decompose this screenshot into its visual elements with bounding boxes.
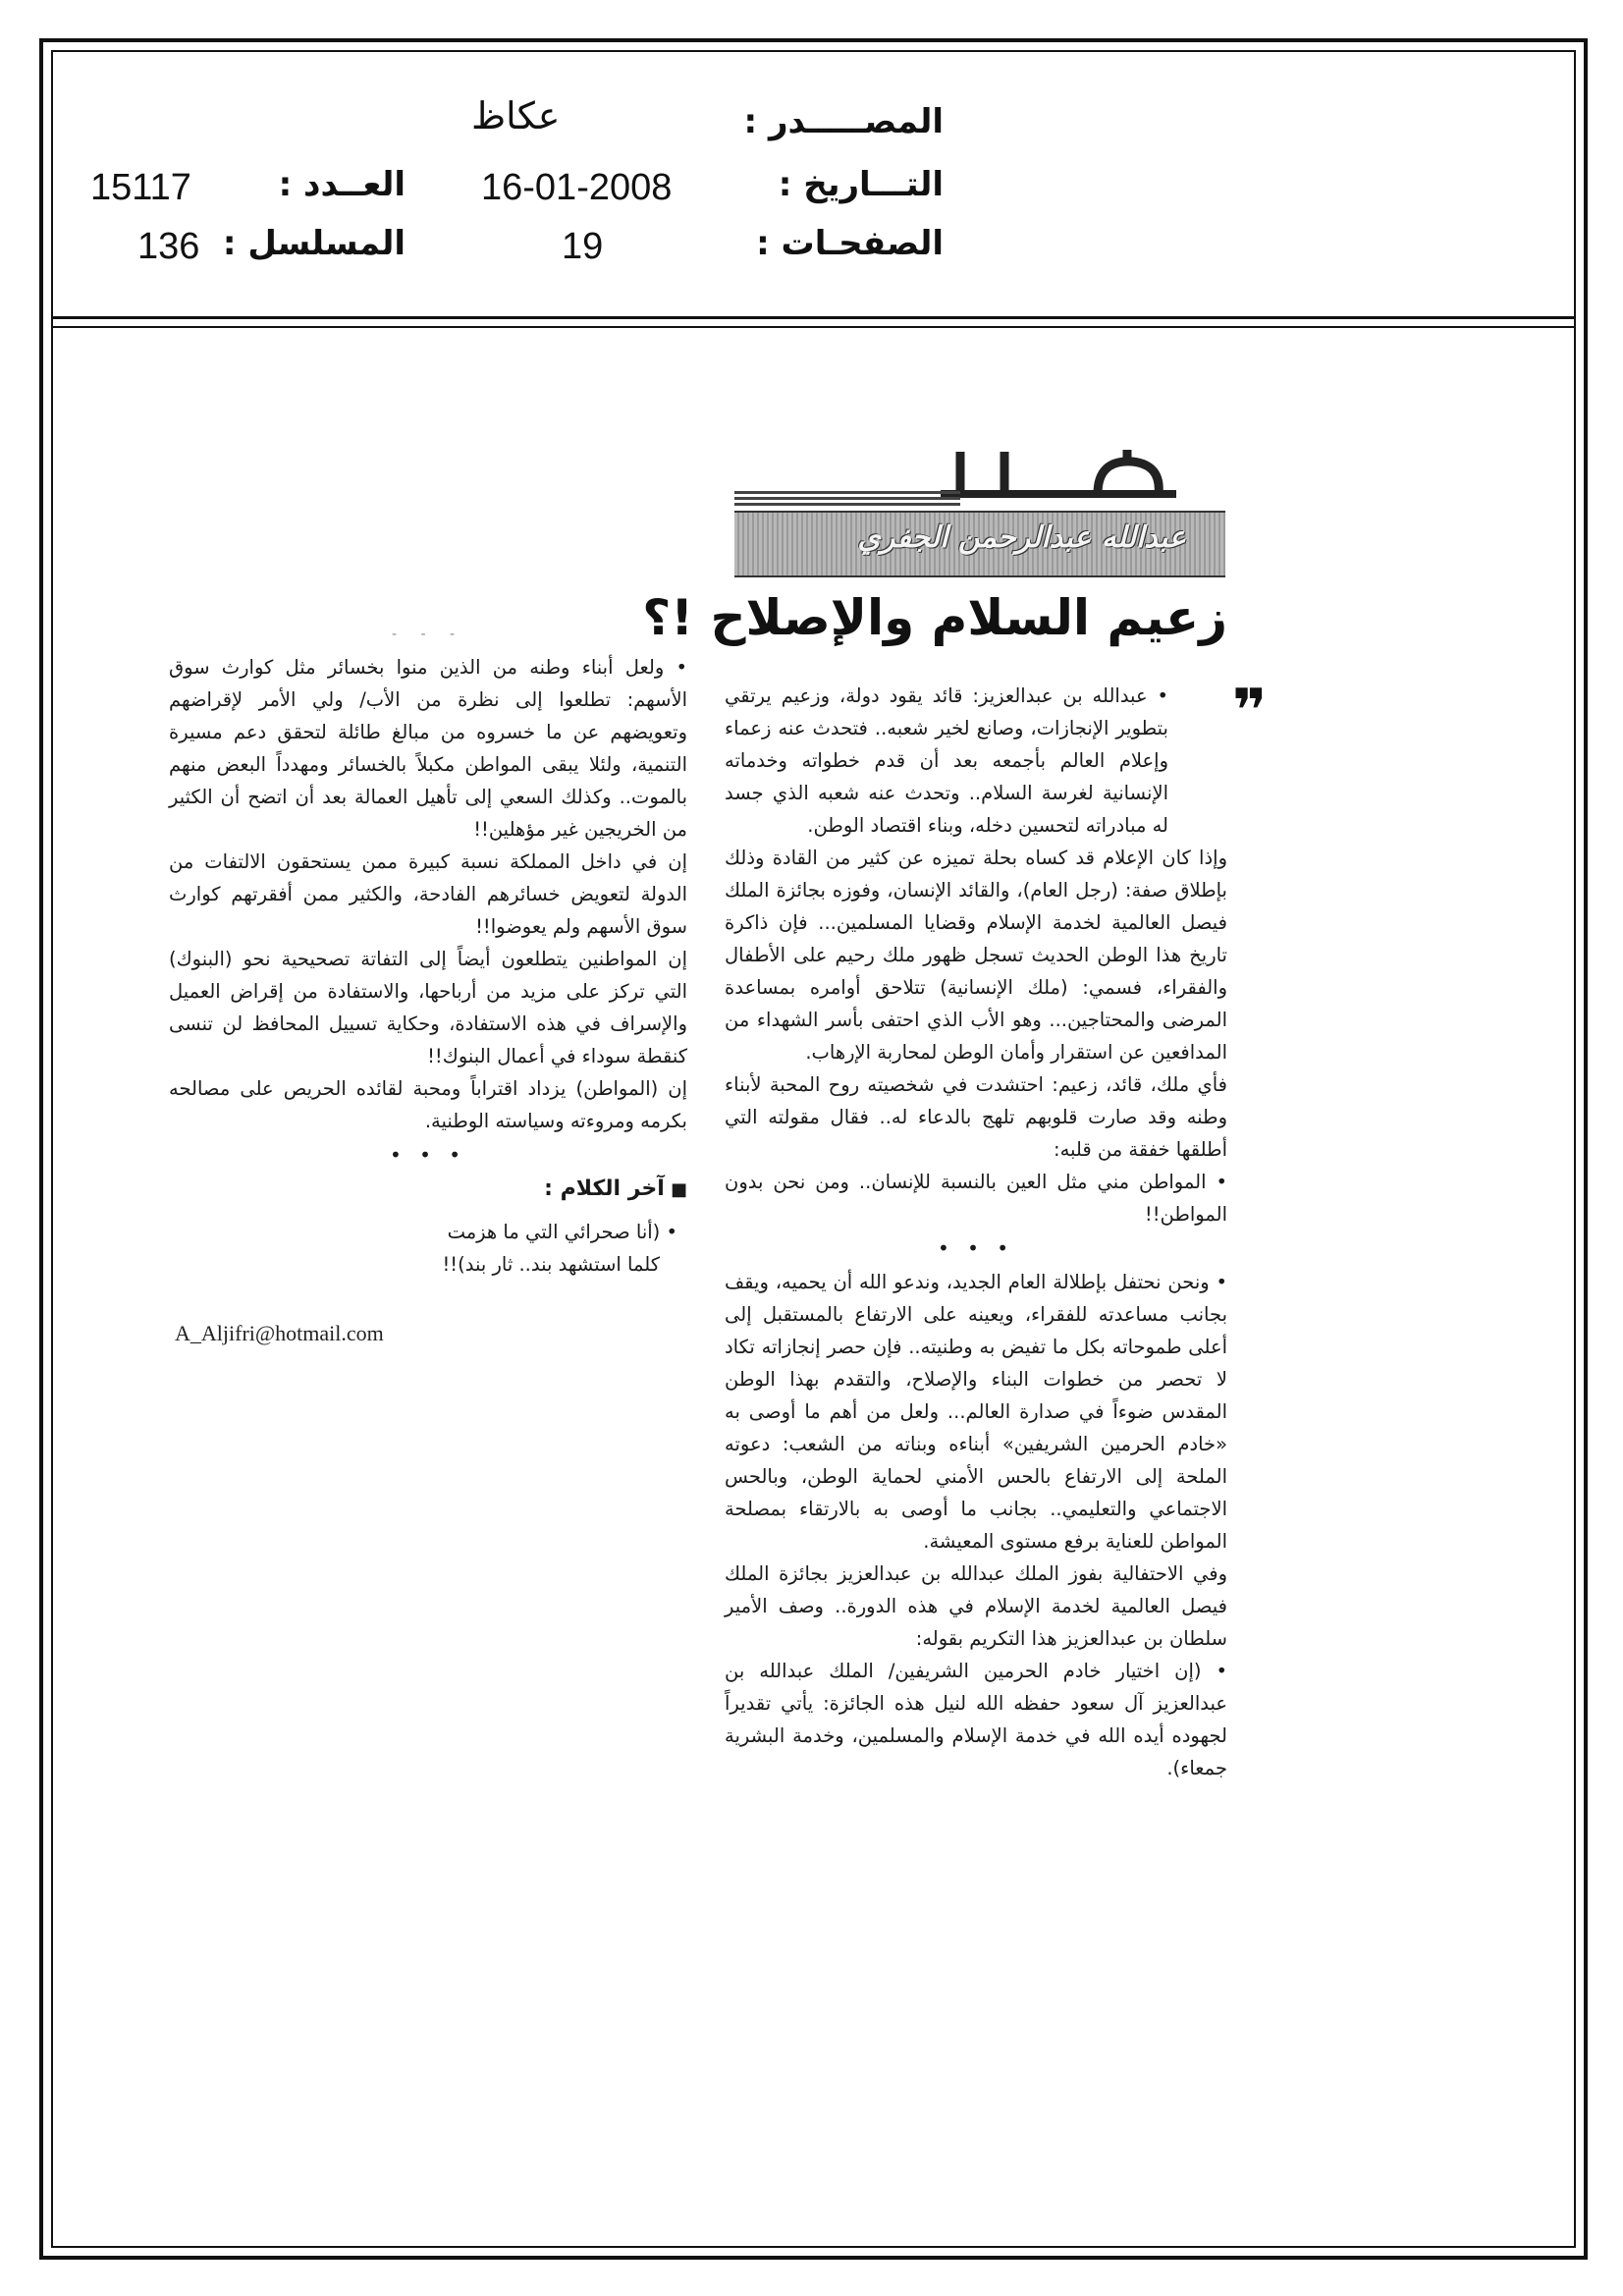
last-word-title: آخر الكلام : — [544, 1176, 665, 1201]
paragraph: وفي الاحتفالية بفوز الملك عبدالله بن عبدالعزيز بجائزة الملك فيصل العالمية لخدمة الإسلام في هذه الدورة.. وصف الأمير سلطان بن عبدالعزيز هذا التكريم بقوله: — [725, 1562, 1227, 1650]
paragraph: إن في داخل المملكة نسبة كبيرة ممن يستحقون الالتفات من الدولة لتعويض خسائرهم الفادحة، والكثير ممن أفقرتهم كوارث سوق الأسهم ولم يعوضوا!! — [169, 850, 687, 938]
last-word-heading — [169, 1173, 687, 1206]
paragraph: وإذا كان الإعلام قد كساه بحلة تميزه عن كثير من القادة وذلك بإطلاق صفة: (رجل العام)، والقائد الإنسان، وفوزه بجائزة الملك فيصل العالمية لخدمة الإسلام وقضايا المسلمين... فإن ذاكرة تاريخ هذا الوطن الحديث تسجل ظهور ملك رحيم على الأطفال والفقراء، فسمي: (ملك الإنسانية) تتلاحق أوامره بمساعدة المرضى والمحتاجين... وهو الأب الذي احتفى بأسر الشهداء من المدافعين عن استقرار وأمان الوطن لمحاربة الإرهاب. — [725, 847, 1227, 1064]
serial-label: المسلسل : — [222, 224, 406, 263]
column-logo — [931, 440, 1186, 509]
source-label: المصـــــدر : — [743, 102, 944, 141]
closing-verse-line: كلما استشهد بند.. ثار بند)!! — [442, 1253, 660, 1276]
section-separator: • • • — [937, 1236, 1015, 1260]
article-column-right — [725, 680, 1227, 1784]
paragraph: • (إن اختيار خادم الحرمين الشريفين/ الملك عبدالله بن عبدالعزيز آل سعود حفظه الله لنيل هذه الجائزة: يأتي تقديراً لجهوده أيده الله في خدمة الإسلام والمسلمين، وخدمة البشرية جمعاء). — [725, 1660, 1227, 1779]
author-email: A_Aljifri@hotmail.com — [175, 1321, 384, 1345]
pages-label: الصفحـات : — [756, 224, 944, 263]
masthead-decoration — [734, 489, 960, 507]
closing-verse-line: • (أنا صحرائي التي ما هزمت — [447, 1221, 677, 1243]
column-top-separator: - - - — [391, 627, 465, 642]
serial-value: 136 — [137, 226, 200, 267]
paragraph: فأي ملك، قائد، زعيم: احتشدت في شخصيته روح المحبة لأبناء وطنه وقد صارت قلوبهم تلهج بالدعاء له.. فقال مقولته التي أطلقها خفقة من قلبه: — [725, 1073, 1227, 1161]
section-separator: • • • — [389, 1143, 467, 1167]
article-headline: زعيم السلام والإصلاح !؟ — [642, 589, 1227, 646]
header-divider — [51, 316, 1576, 319]
paragraph: إن المواطنين يتطلعون أيضاً إلى التفاتة تصحيحية نحو (البنوك) التي تركز على مزيد من أرباحها، والاستفادة من إقراض العميل والإسراف في هذه الاستفادة، وحكاية تسييل المحافظ لن تنسى كنقطة سوداء في أعمال البنوك!! — [169, 948, 687, 1067]
article-column-left — [169, 619, 687, 1281]
column-masthead — [734, 440, 1225, 575]
paragraph: • المواطن مني مثل العين بالنسبة للإنسان.. ومن نحن بدون المواطن!! — [725, 1171, 1227, 1226]
date-value: 16-01-2008 — [481, 167, 673, 208]
date-label: التـــاريخ : — [778, 165, 944, 204]
square-bullet-icon: ■ — [670, 1179, 687, 1200]
issue-label: العــدد : — [278, 165, 406, 204]
source-value: عكاظ — [471, 96, 561, 137]
paragraph: • عبدالله بن عبدالعزيز: قائد يقود دولة، وزعيم يرتقي بتطوير الإنجازات، وصانع لخير شعبه.. فتحدث عنه زعماء وإعلام العالم بأجمعه بعد أن قدم خطواته وخدماته الإنسانية لغرسة السلام.. وتحدث عنه شعبه الذي جسد له مبادراته لتحسين دخله، وبناء اقتصاد الوطن. — [725, 684, 1168, 837]
quote-mark-icon: ❞ — [1232, 677, 1268, 745]
pages-value: 19 — [562, 226, 604, 267]
issue-value: 15117 — [90, 167, 191, 208]
header-divider-inner — [51, 326, 1576, 328]
paragraph: • ولعل أبناء وطنه من الذين منوا بخسائر مثل كوارث سوق الأسهم: تطلعوا إلى نظرة من الأب/ ولي الأمر لإقراضهم وتعويضهم عن ما خسروه من مبالغ طائلة لتحقق دعم مسيرة التنمية، ولئلا يبقى المواطن مكبلاً بالخسائر ومهدداً البعض منهم بالموت.. وكذلك السعي إلى تأهيل العمالة بعد أن اتضح أن الكثير من الخريجين غير مؤهلين!! — [169, 656, 687, 841]
paragraph: • ونحن نحتفل بإطلالة العام الجديد، وندعو الله أن يحميه، ويقف بجانب مساعدته للفقراء، ويعينه على الارتفاع بالمستقبل إلى أعلى طموحاته بكل ما تفيض به وطنيته.. فإن حصر إنجازاته تكاد لا تحصر من خطوات البناء والإصلاح، والتقدم بهذا الوطن المقدس ضوءاً في صدارة العالم... ولعل من أهم ما أوصى به «خادم الحرمين الشريفين» أبناءه وبناته من الشعب: دعوته الملحة إلى الارتفاع بالحس الأمني لحماية الوطن، وبالحس الاجتماعي والتعليمي.. بجانب ما أوصى به بالارتقاء بمصلحة المواطن للعناية برفع مستوى المعيشة. — [725, 1271, 1227, 1553]
author-name: عبدالله عبدالرحمن الجفري — [857, 520, 1186, 555]
paragraph: إن (المواطن) يزداد اقتراباً ومحبة لقائده الحريص على مصالحه بكرمه ومروءته وسياسته الوطنية. — [169, 1077, 687, 1132]
